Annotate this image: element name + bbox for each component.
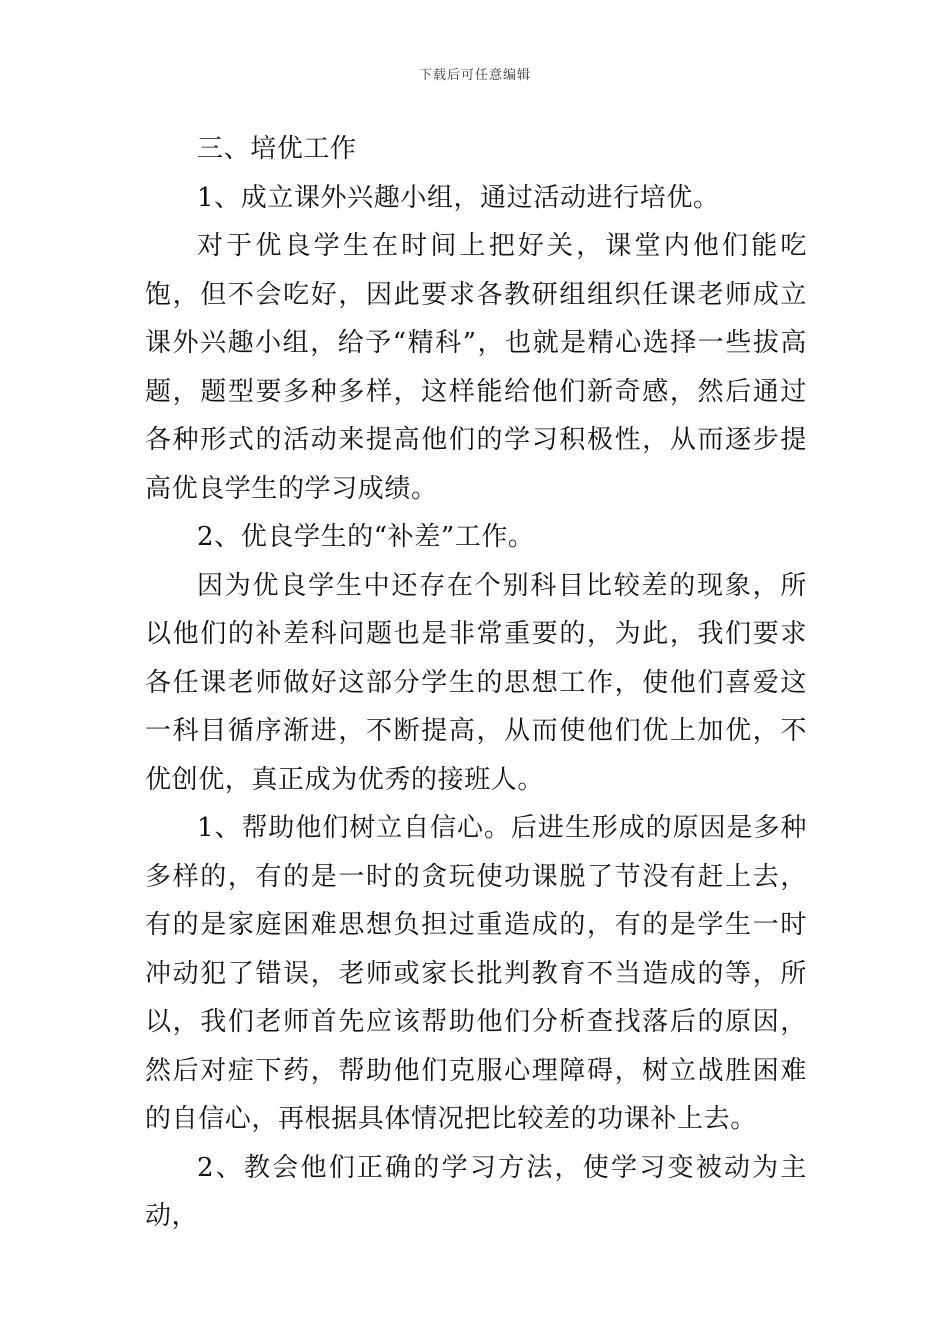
page-header-note: 下载后可任意编辑 [418, 68, 531, 83]
document-body [145, 125, 807, 1241]
paragraph: 因为优良学生中还存在个别科目比较差的现象，所以他们的补差科问题也是非常重要的，为此，我们要求各任课老师做好这部分学生的思想工作，使他们喜爱这一科目循序渐进，不断提高，从而使他们优上加优，不优创优，真正成为优秀的接班人。 [145, 570, 807, 795]
paragraph: 2、优良学生的“补差”工作。 [197, 522, 535, 552]
paragraph: 对于优良学生在时间上把好关，课堂内他们能吃饱，但不会吃好，因此要求各教研组组织任课老师成立课外兴趣小组，给予“精科”，也就是精心选择一些拔高题，题型要多种多样，这样能给他们新奇感，然后通过各种形式的活动来提高他们的学习积极性，从而逐步提高优良学生的学习成绩。 [145, 231, 807, 504]
paragraph: 2、教会他们正确的学习方法，使学习变被动为主动， [145, 1152, 807, 1231]
paragraph: 1、帮助他们树立自信心。后进生形成的原因是多种多样的，有的是一时的贪玩使功课脱了节没有赶上去，有的是家庭困难思想负担过重造成的，有的是学生一时冲动犯了错误，老师或家长批判教育不当造成的等，所以，我们老师首先应该帮助他们分析查找落后的原因，然后对症下药，帮助他们克服心理障碍，树立战胜困难的自信心，再根据具体情况把比较差的功课补上去。 [145, 813, 807, 1134]
section-heading: 三、培优工作 [197, 134, 357, 164]
paragraph: 1、成立课外兴趣小组，通过活动进行培优。 [197, 182, 720, 213]
